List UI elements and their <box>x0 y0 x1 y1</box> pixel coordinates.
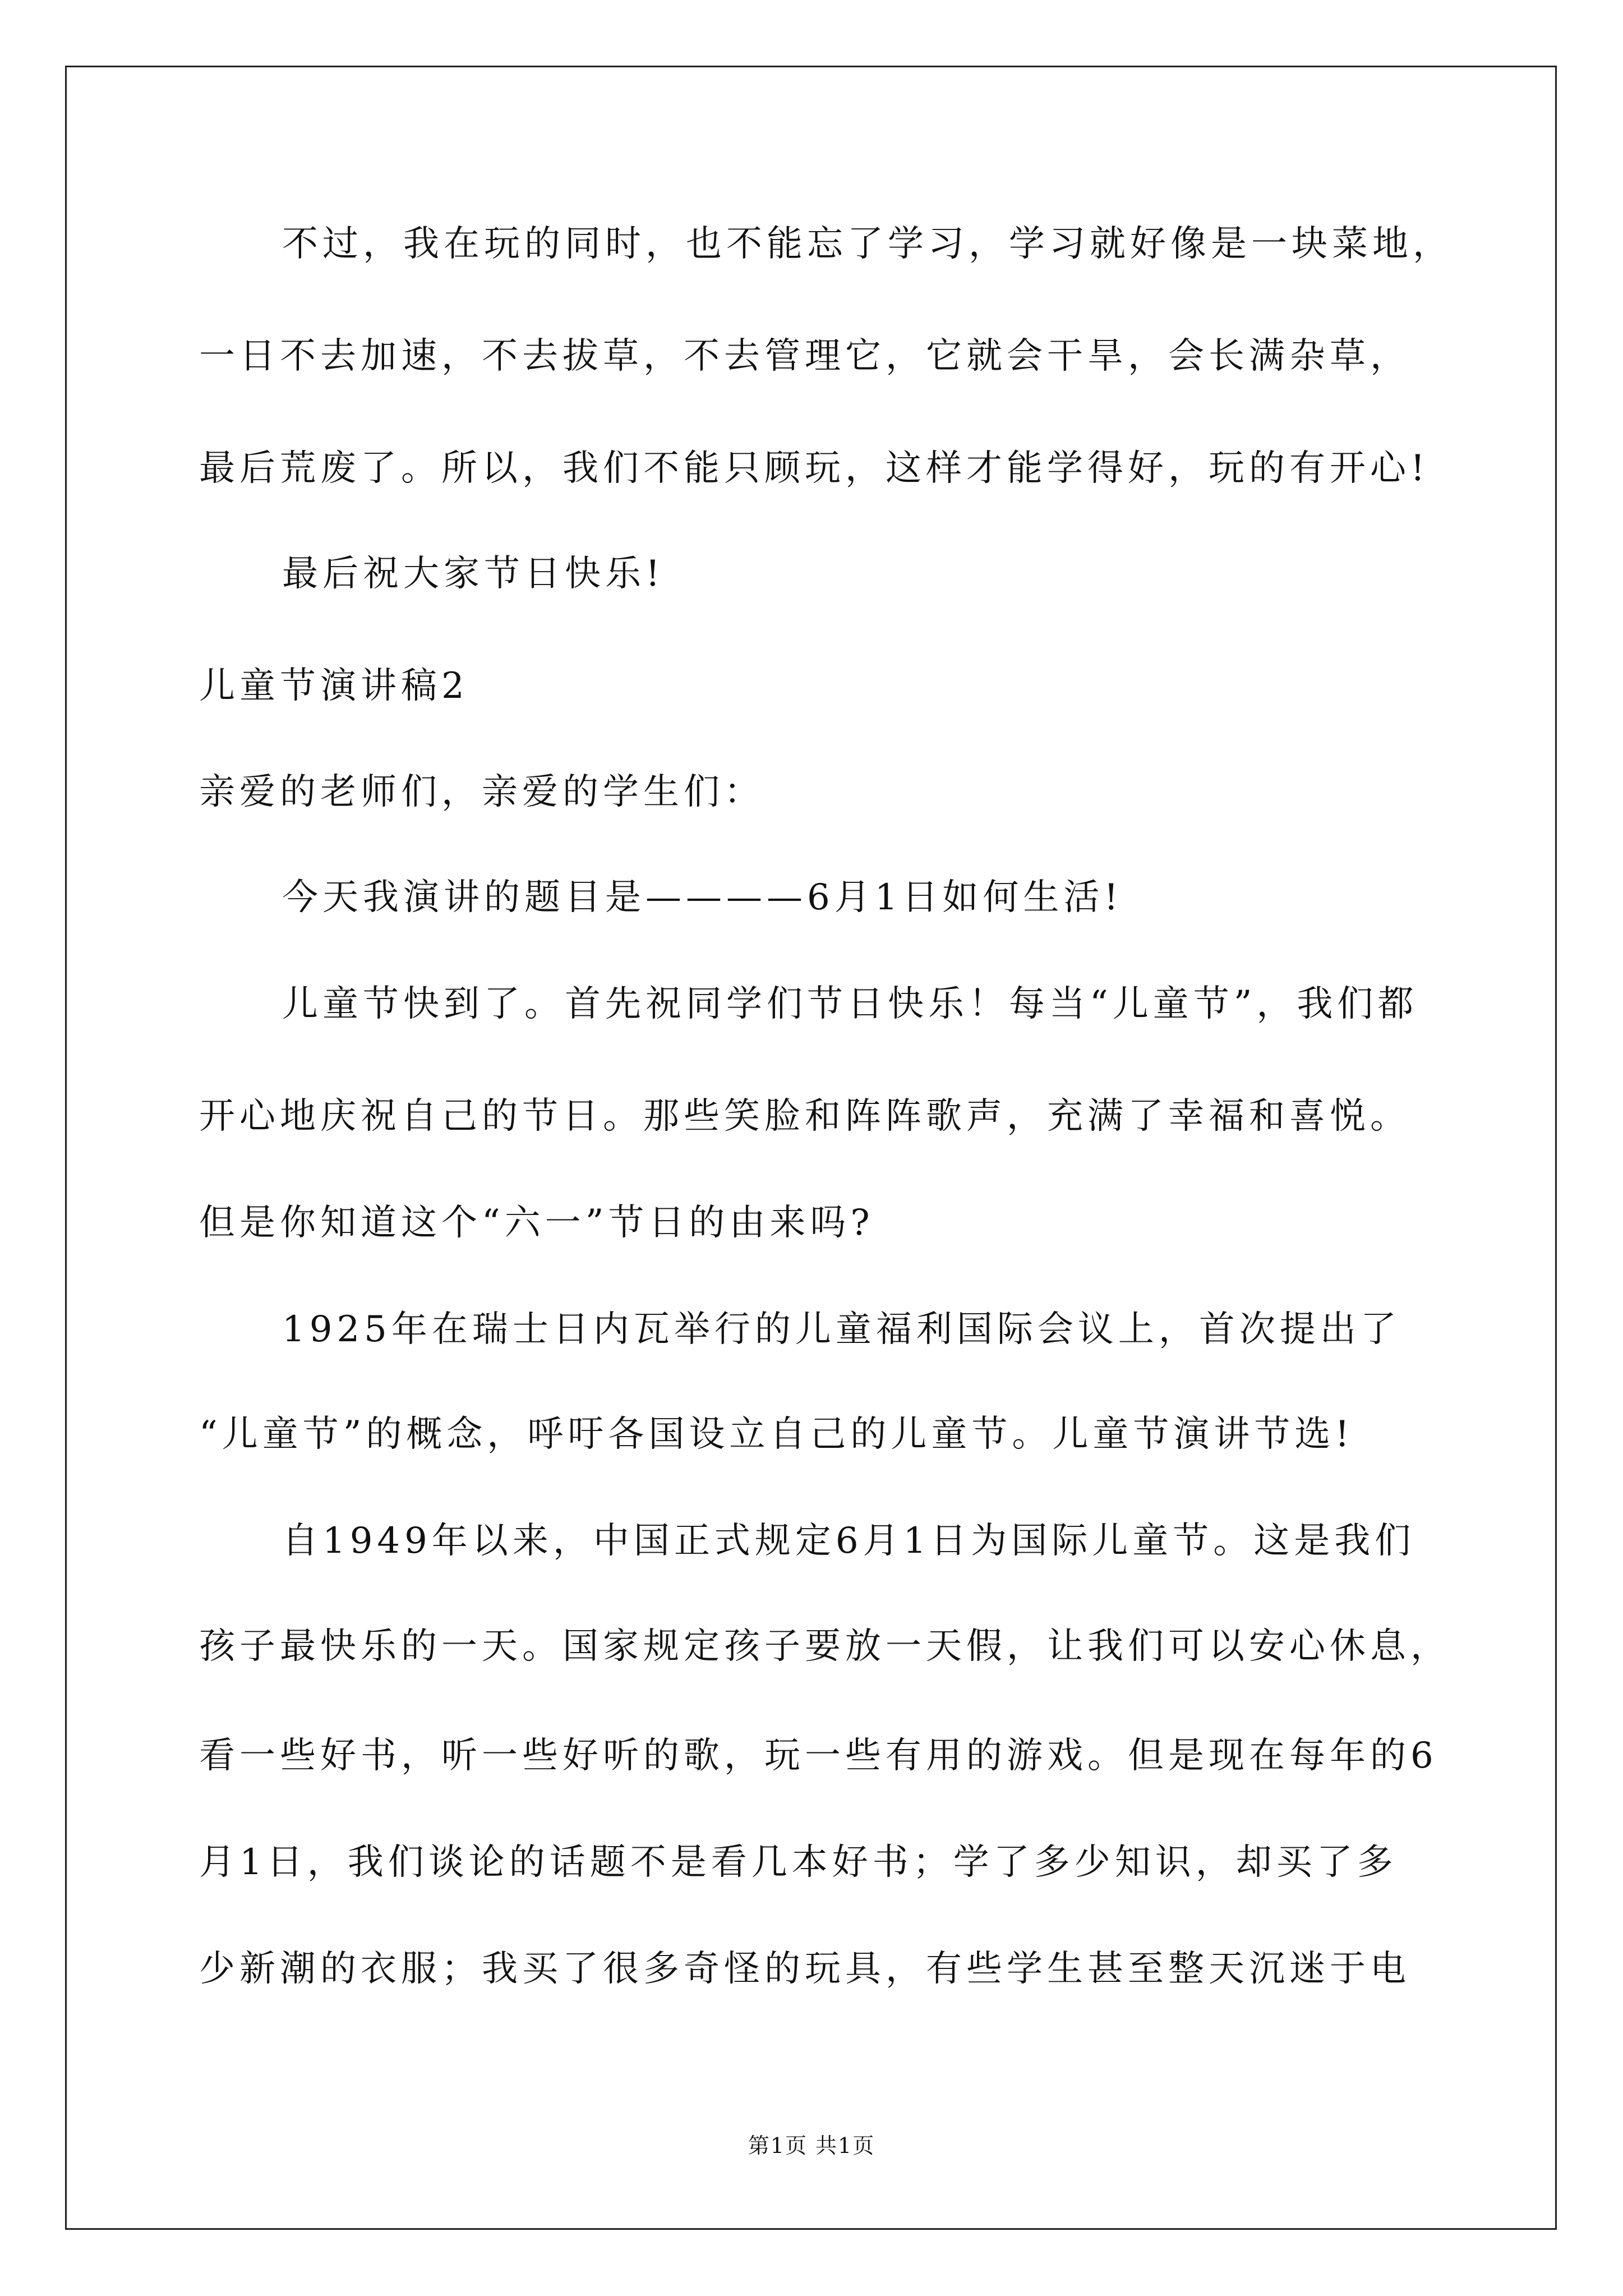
paragraph-line: “儿童节”的概念，呼吁各国设立自己的儿童节。儿童节演讲节选! <box>199 1414 1354 1455</box>
paragraph-line: 一日不去加速，不去拔草，不去管理它，它就会干旱，会长满杂草， <box>199 335 1410 377</box>
paragraph-line: 月1日，我们谈论的话题不是看几本好书；学了多少知识，却买了多 <box>199 1842 1398 1883</box>
paragraph-line: 1925年在瑞士日内瓦举行的儿童福利国际会议上，首次提出了 <box>282 1309 1401 1350</box>
paragraph-line: 看一些好书，听一些好听的歌，玩一些有用的游戏。但是现在每年的6 <box>199 1735 1438 1777</box>
paragraph-line: 儿童节快到了。首先祝同学们节日快乐！每当“儿童节”，我们都 <box>282 983 1418 1025</box>
paragraph-line: 今天我演讲的题目是————6月1日如何生活! <box>282 877 1123 918</box>
salutation: 亲爱的老师们，亲爱的学生们： <box>199 771 764 813</box>
paragraph-line: 少新潮的衣服；我买了很多奇怪的玩具，有些学生甚至整天沉迷于电 <box>199 1948 1410 1990</box>
paragraph-line: 孩子最快乐的一天。国家规定孩子要放一天假，让我们可以安心休息， <box>199 1626 1451 1667</box>
section-heading: 儿童节演讲稿2 <box>199 665 469 707</box>
paragraph-line: 自1949年以来，中国正式规定6月1日为国际儿童节。这是我们 <box>282 1520 1415 1562</box>
paragraph-line: 但是你知道这个“六一”节日的由来吗? <box>199 1202 874 1244</box>
paragraph-line: 开心地庆祝自己的节日。那些笑脸和阵阵歌声，充满了幸福和喜悦。 <box>199 1096 1410 1137</box>
paragraph-line: 不过，我在玩的同时，也不能忘了学习，学习就好像是一块菜地， <box>282 223 1453 265</box>
page-frame <box>65 66 1557 2230</box>
page-footer: 第1页 共1页 <box>748 2133 875 2158</box>
paragraph-line: 最后祝大家节日快乐! <box>282 553 665 595</box>
paragraph-line: 最后荒废了。所以，我们不能只顾玩，这样才能学得好，玩的有开心! <box>199 448 1430 489</box>
